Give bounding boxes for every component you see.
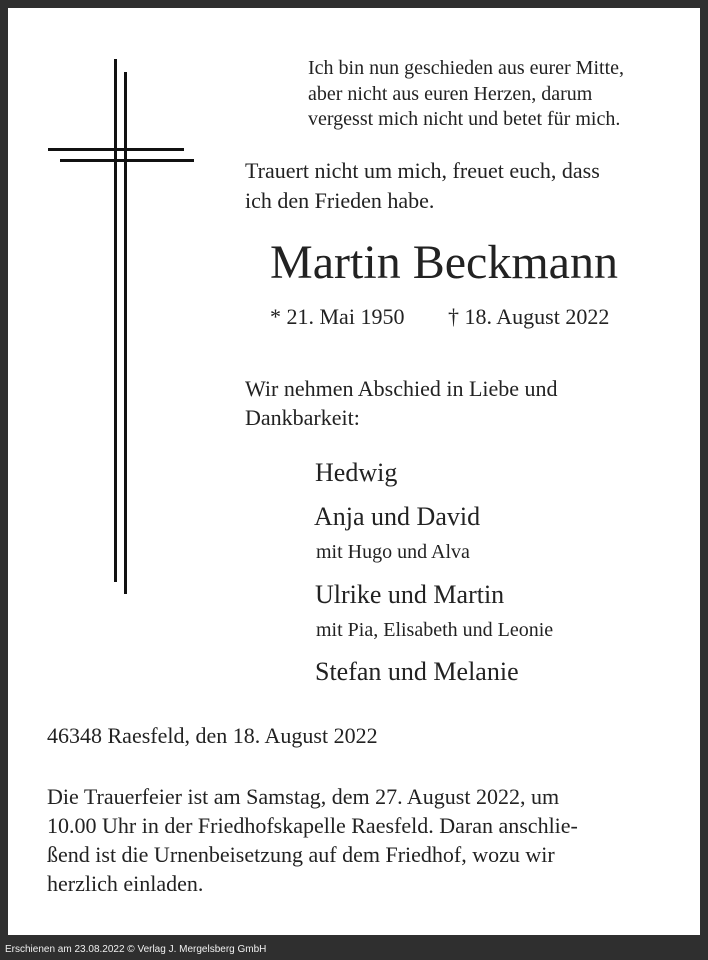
publication-footer: Erschienen am 23.08.2022 © Verlag J. Mergelsberg GmbH bbox=[5, 944, 267, 955]
place-date: 46348 Raesfeld, den 18. August 2022 bbox=[47, 723, 378, 748]
death-date: † 18. August 2022 bbox=[448, 304, 610, 329]
obituary-card bbox=[8, 8, 700, 935]
mourner-children: mit Pia, Elisabeth und Leonie bbox=[316, 619, 554, 641]
mourner-name: Stefan und Melanie bbox=[315, 657, 519, 686]
mourner-name: Anja und David bbox=[314, 502, 481, 531]
birth-date: * 21. Mai 1950 bbox=[270, 304, 405, 329]
mourner-children: mit Hugo und Alva bbox=[316, 541, 470, 563]
deceased-name: Martin Beckmann bbox=[270, 236, 618, 289]
farewell-text: Wir nehmen Abschied in Liebe und Dankbarkeit: bbox=[245, 376, 558, 430]
comfort-quote: Trauert nicht um mich, freuet euch, dass ich den Frieden habe. bbox=[245, 158, 600, 213]
mourner-name: Hedwig bbox=[315, 458, 398, 487]
verse-quote: Ich bin nun geschieden aus eurer Mitte, aber nicht aus euren Herzen, darum vergesst mich nicht und betet für mich. bbox=[308, 57, 625, 130]
mourner-name: Ulrike und Martin bbox=[315, 580, 505, 609]
service-info: Die Trauerfeier ist am Samstag, dem 27. August 2022, um 10.00 Uhr in der Friedhofskapelle Raesfeld. Daran anschlie- ßend ist die Urnenbeisetzung auf dem Friedhof, wozu wir herzlich einladen. bbox=[47, 784, 578, 896]
